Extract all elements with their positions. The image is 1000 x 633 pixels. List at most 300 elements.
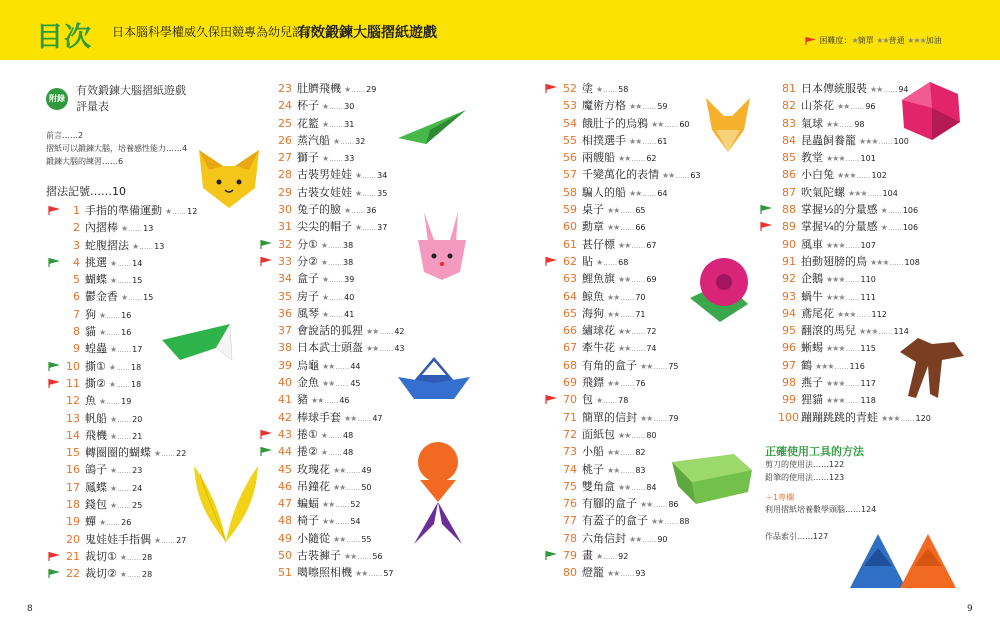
toc-number: 31 [278,220,292,234]
difficulty-stars: ★ [320,430,328,440]
toc-page: 118 [860,396,876,406]
toc-item[interactable] [563,80,701,97]
toc-page: 31 [344,119,355,129]
toc-page: 24 [132,483,143,493]
flag-icon [760,205,773,214]
methods-heading[interactable]: 摺法記號……10 [46,185,126,198]
toc-item[interactable] [778,218,931,235]
toc-item[interactable] [278,288,405,305]
toc-title: 尖尖的帽子 [297,220,352,234]
toc-title: 盒子 [297,272,319,286]
flag-icon [260,430,273,439]
toc-item[interactable] [278,305,405,322]
toc-item[interactable] [66,479,197,496]
origami-butterfly-icon [190,462,262,546]
toc-title: 面紙包 [582,427,615,441]
toc-item[interactable] [278,478,405,495]
origami-cat-icon [193,148,265,210]
toc-item[interactable] [563,564,701,581]
leader-dots: …… [351,207,366,216]
toc-title: 鬼娃娃手指偶 [85,532,151,546]
toc-page: 55 [361,534,372,544]
leader-dots: …… [856,310,871,319]
toc-item[interactable] [278,115,405,132]
toc-number: 97 [782,358,796,372]
toc-title: 房子 [297,289,319,303]
toc-title: 裁切① [85,549,117,563]
origami-balloon-icon [900,80,962,142]
toc-page: 115 [860,344,876,354]
toc-page: 74 [646,344,657,354]
difficulty-stars: ★★ [837,102,850,112]
toc-title: 蝸牛 [801,289,823,303]
toc-item[interactable] [563,288,701,305]
toc-item[interactable] [778,184,931,201]
difficulty-stars: ★ [99,397,106,407]
toc-page: 83 [635,465,646,475]
leader-dots: …… [603,397,618,406]
toc-item[interactable] [278,339,405,356]
toc-item[interactable] [278,166,405,183]
difficulty-stars: ★ [108,379,116,389]
leader-dots: …… [328,241,343,250]
toc-item[interactable] [278,218,405,235]
toc-item[interactable] [278,391,405,408]
toc-item[interactable] [563,166,701,183]
leader-dots: …… [603,86,618,94]
toc-number: 94 [782,306,796,320]
leader-dots: …… [603,258,618,267]
leader-dots: …… [845,276,860,285]
toc-page: 102 [871,171,887,181]
toc-item[interactable] [778,288,931,305]
toc-item[interactable] [66,496,197,513]
toc-item[interactable] [278,357,405,374]
toc-title: 杯子 [297,99,319,113]
toc-item[interactable] [563,201,701,218]
toc-item[interactable] [563,391,701,408]
toc-title: 相撲選手 [582,133,626,147]
toc-item[interactable] [66,288,197,305]
toc-title: 蝙蝠 [297,497,319,511]
difficulty-stars: ★ [322,275,329,285]
legend-normal: 普通 [888,36,905,45]
difficulty-stars: ★★★ [826,275,845,285]
origami-box-icon [670,452,754,508]
toc-item[interactable] [563,409,701,426]
toc-number: 89 [782,220,796,234]
toc-item[interactable] [278,322,405,339]
toc-page: 84 [646,482,657,492]
toc-page: 57 [383,569,394,579]
toc-item[interactable] [278,564,405,581]
toc-title: 拍動翅膀的鳥 [801,254,867,268]
toc-item[interactable] [66,513,197,530]
toc-number: 46 [278,479,292,493]
leader-dots: …… [631,241,646,250]
leader-dots: …… [116,380,131,389]
difficulty-stars: ★★ [333,534,346,544]
toc-number: 92 [782,272,796,286]
leader-dots: …… [631,483,646,492]
toc-item[interactable] [278,443,405,460]
leader-dots: …… [127,571,142,580]
toc-item[interactable] [66,219,197,236]
toc-number: 18 [66,498,80,512]
toc-page: 108 [904,257,920,267]
toc-item[interactable] [563,184,701,201]
toc-page: 22 [176,449,187,459]
toc-item[interactable] [278,409,405,426]
toc-item[interactable] [278,512,405,529]
toc-item[interactable] [778,253,931,270]
intro-item[interactable]: 摺紙可以鍛鍊大腦，培養感性能力……4 [46,144,188,153]
leader-dots: …… [379,328,394,337]
toc-item[interactable] [563,322,701,339]
toc-number: 9 [73,342,80,356]
leader-dots: …… [362,224,377,233]
difficulty-stars: ★ [344,85,351,94]
toc-page: 45 [350,379,361,389]
toc-item[interactable] [278,253,405,270]
toc-item[interactable] [563,132,701,149]
toc-page: 88 [679,517,690,527]
toc-number: 23 [278,82,292,95]
leader-dots: …… [631,276,646,285]
toc-title: 吹氣陀螺 [801,185,845,199]
toc-number: 98 [782,376,796,390]
toc-item[interactable] [563,218,701,235]
toc-title: 飛鏢 [582,376,604,390]
toc-item[interactable] [66,375,197,392]
toc-item[interactable] [278,547,405,564]
toc-item[interactable] [563,149,701,166]
toc-page: 30 [344,102,355,112]
origami-hats-icon [848,528,958,592]
toc-title: 小隨從 [297,531,330,545]
toc-page: 39 [344,275,355,285]
difficulty-stars: ★ [880,223,887,233]
toc-title: 日本傳統服裝 [801,82,867,95]
leader-dots: …… [845,241,860,250]
toc-number: 55 [563,133,577,147]
difficulty-stars: ★ [596,257,603,267]
toc-page: 18 [131,379,142,389]
toc-item[interactable] [278,426,405,443]
toc-item[interactable] [778,166,931,183]
toc-title: 分① [297,237,318,251]
leader-dots: …… [653,501,668,510]
leader-dots: …… [631,345,646,354]
toc-number: 72 [563,427,577,441]
toc-item[interactable] [66,531,197,548]
toc-item[interactable] [278,132,405,149]
toc-title: 肚臍飛機 [297,82,341,95]
difficulty-stars: ★★ [322,361,335,371]
flag-icon [545,257,558,266]
toc-page: 40 [344,292,355,302]
leader-dots: …… [653,414,668,423]
toc-title: 六角信封 [582,531,626,545]
toc-item[interactable] [778,236,931,253]
toc-item[interactable] [563,374,701,391]
leader-dots: …… [106,519,121,528]
toc-page: 67 [646,240,657,250]
leader-dots: …… [106,311,121,320]
toc-number: 15 [66,446,80,460]
toc-item[interactable] [66,461,197,478]
toc-item[interactable] [66,237,197,254]
toc-page: 61 [657,136,668,146]
toc-item[interactable] [66,427,197,444]
toc-page: 86 [668,500,679,510]
difficulty-stars: ★ [154,449,161,459]
toc-item[interactable] [66,565,197,582]
toc-page: 98 [854,119,865,129]
toc-number: 22 [66,567,80,581]
toc-item[interactable] [563,426,701,443]
toc-page: 63 [690,171,701,181]
toc-title: 烏龜 [297,358,319,372]
toc-title: 噶嚓照相機 [297,566,352,580]
toc-item[interactable] [66,548,197,565]
page-number-right: 9 [967,604,973,614]
toc-title: 花籃 [297,116,319,130]
toc-item[interactable] [778,201,931,218]
toc-title: 金魚 [297,376,319,390]
difficulty-stars: ★ [344,206,351,216]
toc-number: 66 [563,324,577,338]
legend-label: 困難度： [819,36,852,45]
difficulty-stars: ★ [110,258,117,268]
difficulty-stars: ★★ [366,327,379,337]
toc-item[interactable] [563,236,701,253]
toc-item[interactable] [563,512,701,529]
toc-number: 79 [563,549,577,563]
toc-page: 65 [635,206,646,216]
origami-morning-glory-icon [690,252,752,328]
leader-dots: …… [850,103,865,112]
toc-page: 46 [339,396,350,406]
toc-item[interactable] [66,271,197,288]
toc-title: 鳳蝶 [85,480,107,494]
toc-page: 12 [187,207,198,216]
toc-number: 5 [73,273,80,287]
toc-number: 45 [278,462,292,476]
toc-item[interactable] [66,392,197,409]
toc-page: 79 [668,413,679,423]
toc-item[interactable] [778,149,931,166]
toc-page: 112 [871,309,887,319]
leader-dots: …… [664,120,679,129]
toc-item[interactable] [563,357,701,374]
toc-number: 24 [278,99,292,113]
intro-item[interactable]: 前言……2 [46,131,84,140]
difficulty-stars: ★★★ [826,344,845,354]
toc-item[interactable] [563,270,701,287]
difficulty-stars: ★★ [640,361,653,371]
toc-item[interactable] [563,115,701,132]
toc-item[interactable] [278,461,405,478]
flag-icon [260,257,273,266]
toc-page: 16 [121,328,132,338]
toc-title: 蝗蟲 [85,342,107,356]
flag-icon [805,37,817,45]
toc-item[interactable] [563,339,701,356]
toc-page: 110 [860,275,876,285]
toc-item[interactable] [563,530,701,547]
toc-title: 燈籠 [582,566,604,580]
legend-easy: 簡單 [857,36,874,45]
toc-number: 54 [563,116,577,130]
origami-horse-icon [898,336,968,402]
toc-title: 牽牛花 [582,341,615,355]
toc-number: 37 [278,324,292,338]
tools-item[interactable]: 鉛筆的使用法……123 [765,473,845,482]
intro-item[interactable]: 鍛鍊大腦的練習……6 [46,157,124,166]
toc-page: 38 [343,240,354,250]
leader-dots: …… [351,86,366,94]
toc-page: 20 [132,414,143,424]
origami-fox-icon [700,96,756,154]
difficulty-stars: ★★ [344,413,357,423]
toc-page: 27 [176,535,187,545]
toc-title: 日本武士頭盔 [297,341,363,355]
toc-item[interactable] [278,270,405,287]
difficulty-stars: ★★ [618,430,631,440]
toc-title: 豬 [297,393,308,407]
toc-item[interactable] [66,254,197,271]
toc-title: 貼 [582,254,593,268]
difficulty-stars: ★★ [366,344,379,354]
difficulty-stars: ★ [99,310,106,320]
leader-dots: …… [675,172,690,181]
legend-easy-stars: ★ [851,36,858,45]
toc-item[interactable] [278,149,405,166]
toc-number: 93 [782,289,796,303]
toc-number: 3 [73,238,80,252]
toc-item[interactable] [563,547,701,564]
origami-grasshopper-icon [160,320,234,366]
toc-number: 88 [782,203,796,217]
toc-title: 蟬 [85,515,96,529]
toc-item[interactable] [66,444,197,461]
flag-icon [545,395,558,404]
toc-item[interactable] [278,97,405,114]
toc-item[interactable] [778,409,931,426]
toc-title: 貓 [85,325,96,339]
leader-dots: …… [128,294,143,303]
toc-page: 28 [142,570,153,580]
toc-page: 15 [132,276,143,286]
toc-title: 山茶花 [801,99,834,113]
leader-dots: …… [161,536,176,545]
toc-item[interactable] [278,184,405,201]
difficulty-stars: ★ [880,206,887,216]
toc-page: 59 [657,102,668,112]
tools-item[interactable]: 剪刀的使用法……122 [765,460,845,469]
toc-number: 75 [563,479,577,493]
toc-item[interactable] [278,80,405,97]
flag-icon [48,552,61,561]
toc-title: 海狗 [582,306,604,320]
toc-title: 簡單的信封 [582,410,637,424]
toc-page: 17 [132,345,143,355]
toc-title: 捲① [297,427,318,441]
difficulty-stars: ★ [132,241,139,251]
toc-number: 62 [563,254,577,268]
leader-dots: …… [845,293,860,302]
toc-item[interactable] [278,530,405,547]
toc-item[interactable] [66,410,197,427]
toc-title: 獅子 [297,151,319,165]
toc-number: 100 [778,410,799,424]
toc-number: 36 [278,306,292,320]
toc-title: 兩艘船 [582,151,615,165]
difficulty-stars: ★ [322,102,329,112]
toc-title: 企鵝 [801,272,823,286]
toc-number: 29 [278,185,292,199]
toc-item[interactable] [563,97,701,114]
toc-item[interactable] [778,270,931,287]
difficulty-stars: ★★ [629,534,642,544]
difficulty-stars: ★ [322,309,329,319]
difficulty-stars: ★ [119,570,127,580]
toc-item[interactable] [778,305,931,322]
toc-item[interactable] [278,495,405,512]
toc-item[interactable] [278,201,405,218]
toc-page: 92 [618,552,629,562]
toc-item[interactable] [278,374,405,391]
toc-page: 64 [657,188,668,198]
index-item[interactable]: 作品索引……127 [765,532,829,541]
leader-dots: …… [878,137,893,146]
plus-column-item[interactable]: 利用摺紙培養數學頭腦……124 [765,505,877,514]
difficulty-stars: ★★ [618,240,631,250]
toc-page: 43 [394,344,405,354]
leader-dots: …… [329,103,344,112]
leader-dots: …… [362,172,377,181]
toc-number: 81 [782,82,796,95]
leader-dots: …… [117,346,132,355]
toc-item[interactable] [563,305,701,322]
difficulty-stars: ★★ [322,500,335,510]
leader-dots: …… [329,293,344,302]
toc-page: 54 [350,517,361,527]
leader-dots: …… [631,431,646,440]
toc-title: 會說話的狐狸 [297,324,363,338]
leader-dots: …… [889,258,904,267]
toc-title: 帆船 [85,411,107,425]
toc-page: 14 [132,258,143,268]
toc-title: 裁切② [85,567,117,581]
toc-page: 36 [366,206,377,216]
toc-title: 風車 [801,237,823,251]
toc-number: 60 [563,220,577,234]
difficulty-stars: ★ [110,345,117,355]
toc-item[interactable] [66,202,197,219]
leader-dots: …… [329,120,344,129]
difficulty-stars: ★★ [607,206,620,216]
toc-item[interactable] [278,236,405,253]
leader-dots: …… [329,276,344,285]
leader-dots: …… [845,345,860,354]
difficulty-stars: ★ [110,483,117,493]
leader-dots: …… [139,242,154,251]
toc-page: 26 [121,518,132,528]
toc-title: 掌握¼的分量感 [801,220,878,234]
toc-item[interactable] [563,253,701,270]
